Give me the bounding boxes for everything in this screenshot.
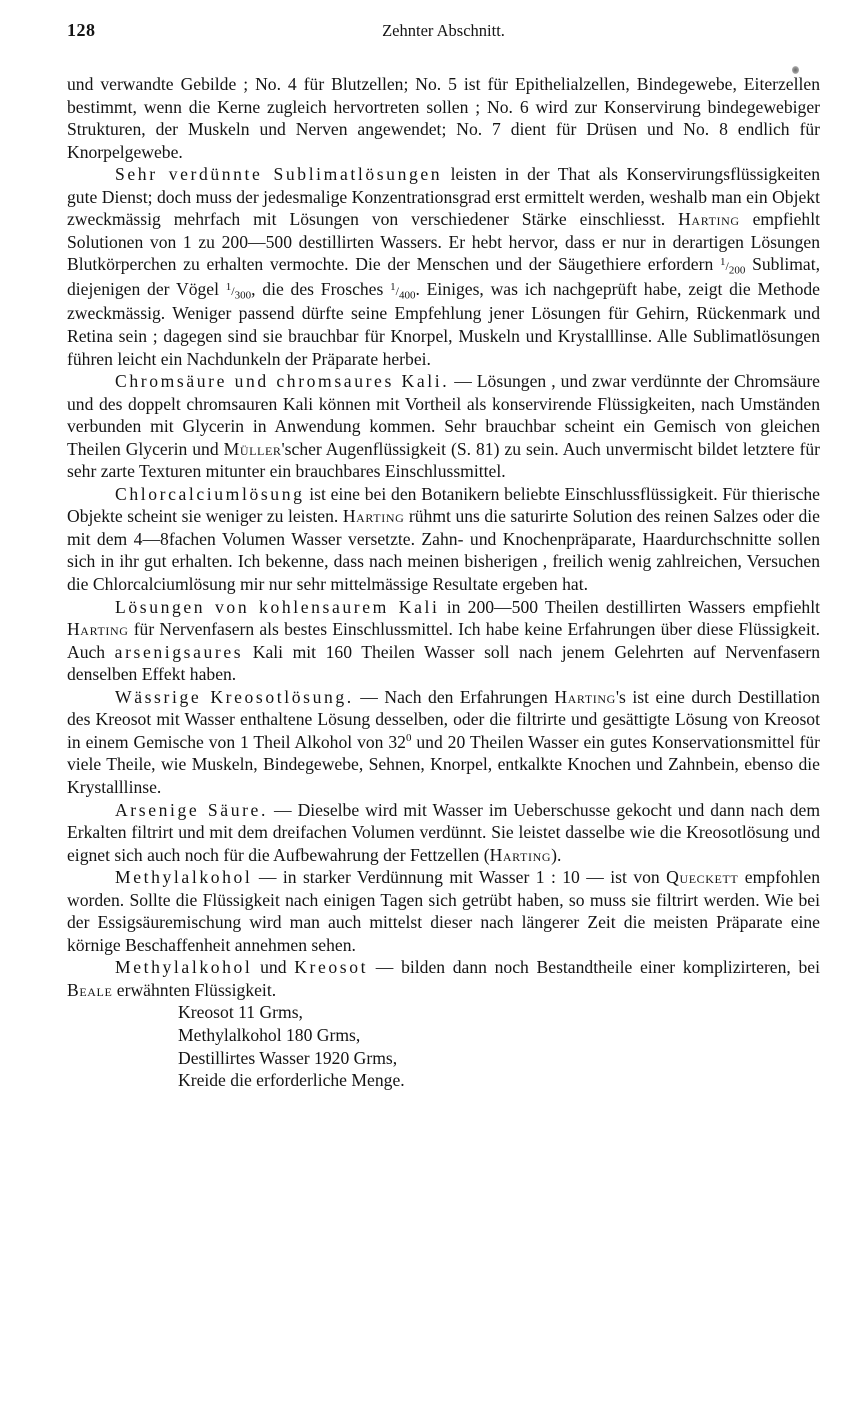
paragraph-kreosotloesung: Wässrige Kreosotlösung. — Nach den Erfahrungen Harting's ist eine durch Destillation des Kreosot mit Wasser enthaltene Lösung desselben, oder die filtrirte und gesättigte Lösung von Kreosot in einem Gemische von 1 Theil Alkohol von $32^0$ und 20 Theilen Wasser ein gutes Konservationsmittel für viele Theile, wie Muskeln, Bindegewebe, Sehnen, Knorpel, entkalkte Knochen und Zahnbein, ebenso die Krystalllinse.: [67, 686, 820, 797]
term-heading: Methylalkohol: [115, 867, 253, 888]
term-heading: Chlorcalciumlösung: [115, 483, 305, 504]
chapter-title: Zehnter Abschnitt.: [382, 21, 505, 40]
recipe-line: Methylalkohol 180 Grms,: [178, 1024, 361, 1045]
term-heading: Methylalkohol: [115, 957, 253, 978]
author-name: Harting: [67, 619, 129, 640]
paragraph-methylalkohol: Methylalkohol — in starker Verdünnung mit Wasser 1 : 10 — ist von Queckett empfohlen worden. Sollte die Flüssigkeit nach einigen Tagen sich getrübt haben, so muss sie filtrirt werden. Wie bei der Essigsäuremischung wird man auch mittelst dieser nach längerer Zeit die meisten Präparate eine körnige Beschaffenheit annehmen sehen.: [67, 867, 821, 955]
author-name: Beale: [67, 979, 113, 1000]
term-heading: Sehr verdünnte Sublimatlösungen: [115, 164, 443, 185]
body-text: [67, 73, 820, 1092]
recipe-line: Kreide die erforderliche Menge.: [178, 1070, 405, 1091]
page-number: 128: [67, 20, 96, 40]
fraction: $^1/_{400}$: [390, 280, 416, 302]
paragraph-chromsaeure: Chromsäure und chromsaures Kali. — Lösungen , und zwar verdünnte der Chromsäure und des doppelt chromsauren Kali können mit Vortheil als konservirende Flüssigkeiten, nach Umständen verbunden mit Glycerin in Anwendung kommen. Sehr brauchbar scheint ein Gemisch von gleichen Theilen Glycerin und Müller'scher Augenflüssigkeit (S. 81) zu sein. Auch unvermischt bildet letztere für sehr zarte Texturen mitunter ein brauchbares Einschlussmittel.: [67, 371, 821, 482]
fraction: $^1/_{300}$: [225, 280, 252, 302]
paragraph-sublimat: Sehr verdünnte Sublimatlösungen leisten in der That als Konservirungsflüssigkeiten gute Dienst; doch muss der jedesmalige Konzentrationsgrad erst ermittelt werden, weshalb man ein Objekt zweckmässig mehrfach mit Lösungen von verschiedener Stärke einschliesst. Harting empfiehlt Solutionen von 1 zu 200—500 destillirten Wassers. Er hebt hervor, dass er nur in derartigen Lösungen Blutkörperchen zu erhalten vermochte. Die der Menschen und der Säugethiere erfordern $^1/_{200}$ Sublimat, diejenigen der Vögel $^1/_{300}$, die des Frosches $^1/_{400}$. Einiges, was ich nachgeprüft habe, zeigt die Methode zweckmässig. Weniger passend dürfte seine Empfehlung jener Lösungen für Gehirn, Rückenmark und Retina sein ; dagegen sind sie brauchbar für Knorpel, Muskeln und Krystalllinse. Alle Sublimatlösungen führen leicht ein Nachdunkeln der Präparate herbei.: [67, 164, 821, 369]
author-name: Queckett: [666, 867, 739, 888]
fraction: $^1/_{200}$: [719, 256, 746, 277]
degree-mark: 0: [405, 732, 412, 744]
paragraph-continuation: und verwandte Gebilde ; No. 4 für Blutzellen; No. 5 ist für Epithelialzellen, Bindegewebe, Eiterzellen bestimmt, wenn die Kerne zugleich hervortreten sollen ; No. 6 wird zur Konservirung bindegewebiger Strukturen, der Muskeln und Nerven angewendet; No. 7 dient für Drüsen und No. 8 endlich für Knorpelgewebe.: [67, 74, 820, 162]
recipe-line: Destillirtes Wasser 1920 Grms,: [178, 1047, 398, 1068]
term-heading: Chromsäure und chromsaures Kali.: [115, 371, 450, 392]
author-name: Müller: [223, 438, 282, 459]
term-heading: Wässrige Kreosotlösung.: [115, 686, 354, 707]
term-inline: arsenigsaures: [114, 641, 244, 662]
author-name: Harting: [489, 844, 552, 865]
paragraph-chlorcalcium: Chlorcalciumlösung ist eine bei den Botanikern beliebte Einschlussflüssigkeit. Für thierische Objekte scheint sie weniger zu leisten. Harting rühmt uns die saturirte Solution des reinen Salzes oder die mit dem 4—8fachen Volumen Wasser versetzte. Zahn- und Knochenpräparate, Haardurchschnitte sollen sich in ihr gut erhalten. Ich bekenne, dass nach meinen bisherigen , freilich wenig zahlreichen, Versuchen die Chlorcalciumlösung mir nur sehr mittelmässige Resultate ergeben hat.: [67, 483, 820, 595]
recipe-line: Kreosot 11 Grms,: [178, 1002, 303, 1023]
running-header: [67, 20, 820, 46]
paragraph-kohlensaures-kali: Lösungen von kohlensaurem Kali in 200—500 Theilen destillirten Wassers empfiehlt Harting für Nervenfasern als bestes Einschlussmittel. Ich habe keine Erfahrungen über diese Flüssigkeit. Auch arsenigsaures Kali mit 160 Theilen Wasser soll nach jenem Gelehrten auf Nervenfasern denselben Effekt haben.: [67, 596, 820, 685]
term-heading: Kreosot: [294, 957, 369, 978]
term-heading: Lösungen von kohlensaurem Kali: [115, 596, 440, 617]
author-name: Harting: [554, 686, 616, 707]
author-name: Harting: [678, 209, 740, 230]
term-heading: Arsenige Säure.: [115, 799, 268, 820]
recipe-list: [67, 1001, 820, 1091]
paragraph-arsenige-saeure: Arsenige Säure. — Dieselbe wird mit Wasser im Ueberschusse gekocht und dann nach dem Erkalten filtrirt und mit dem dreifachen Volumen verdünnt. Sie leistet dasselbe wie die Kreosotlösung und eignet sich auch noch für die Aufbewahrung der Fettzellen (Harting).: [67, 799, 821, 865]
author-name: Harting: [342, 506, 405, 527]
paragraph-methylalkohol-kreosot: Methylalkohol und Kreosot — bilden dann noch Bestandtheile einer komplizirteren, bei Beale erwähnten Flüssigkeit.: [67, 957, 820, 1000]
